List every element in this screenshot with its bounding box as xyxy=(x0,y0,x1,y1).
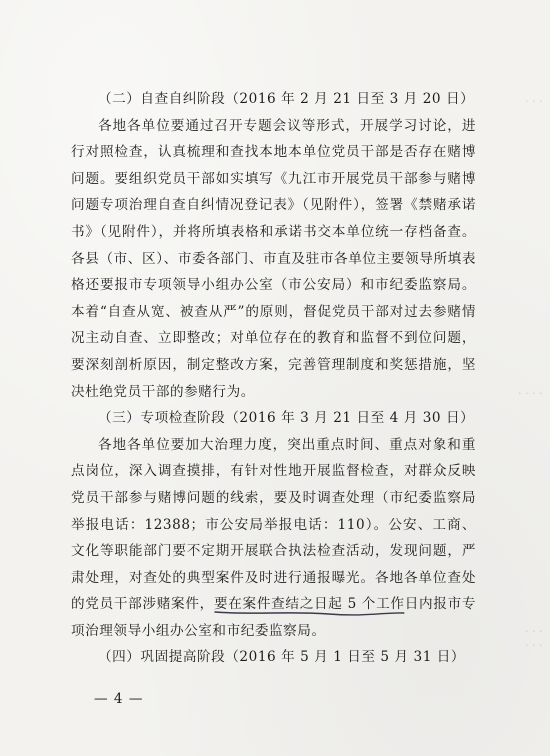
section-2-heading: （二）自查自纠阶段（2016 年 2 月 21 日至 3 月 20 日） xyxy=(98,91,475,107)
page-number: — 4 — xyxy=(94,691,144,707)
section-3-heading: （三）专项检查阶段（2016 年 3 月 21 日至 4 月 30 日） xyxy=(98,410,475,427)
section-2-paragraph: 各地各单位要通过召开专题会议等形式，开展学习讨论，进行对照检查，认真梳理和查找本地本单位党员干部是否存在赌博问题。要组织党员干部如实填写《九江市开展党员干部参与赌博问题专项治理自查自纠情况登记表》（见附件），签署《禁赌承诺书》（见附件），并将所填表格和承诺书交本单位统一存档备查。各县（市、区）、市委各部门、市直及驻市各单位主要领导所填表格还要报市专项领导小组办公室（市公安局）和市纪委监察局。本着“自查从宽、被查从严”的原则，督促党员干部对过去参赌情况主动自查、立即整改；对单位存在的教育和监督不到位问题，要深刻剖析原因，制定整改方案，完善管理制度和奖惩措施，坚决杜绝党员干部的参赌行为。 xyxy=(71,117,476,400)
pen-underline-mark xyxy=(214,609,405,617)
section-3-paragraph xyxy=(71,432,476,645)
show-through-text: · · · xyxy=(524,625,542,638)
handwritten-underline-span xyxy=(214,596,405,612)
section-3-text-start: 各地各单位要加大治理力度，突出重点时间、重点对象和重点岗位，深入调查摸排，有针对性地开展监督检查，对群众反映党员干部参与赌博问题的线索，要及时调查处理（市纪委监察局举报电话：12388；市公安局举报电话：110）。公安、工商、文化等职能部门要不定期开展联合执法检查活动，发现问题，严肃处理，对查处的典型案件及时进行通报曝光。各地各单位查处的党员干部涉赌案件， xyxy=(71,436,476,613)
underlined-text: 要在案件查结之日起 5 个工作 xyxy=(213,596,405,613)
show-through-text: · · · xyxy=(524,95,542,108)
section-4-heading: （四）巩固提高阶段（2016 年 5 月 1 日至 5 月 31 日） xyxy=(98,649,466,666)
document-body xyxy=(71,86,476,671)
section-3-text-end: 日内报市专项治理领导小组办公室和市纪委监察局。 xyxy=(71,596,477,639)
show-through-text: · · · xyxy=(524,639,542,652)
show-through-text: · · · · xyxy=(517,387,542,400)
